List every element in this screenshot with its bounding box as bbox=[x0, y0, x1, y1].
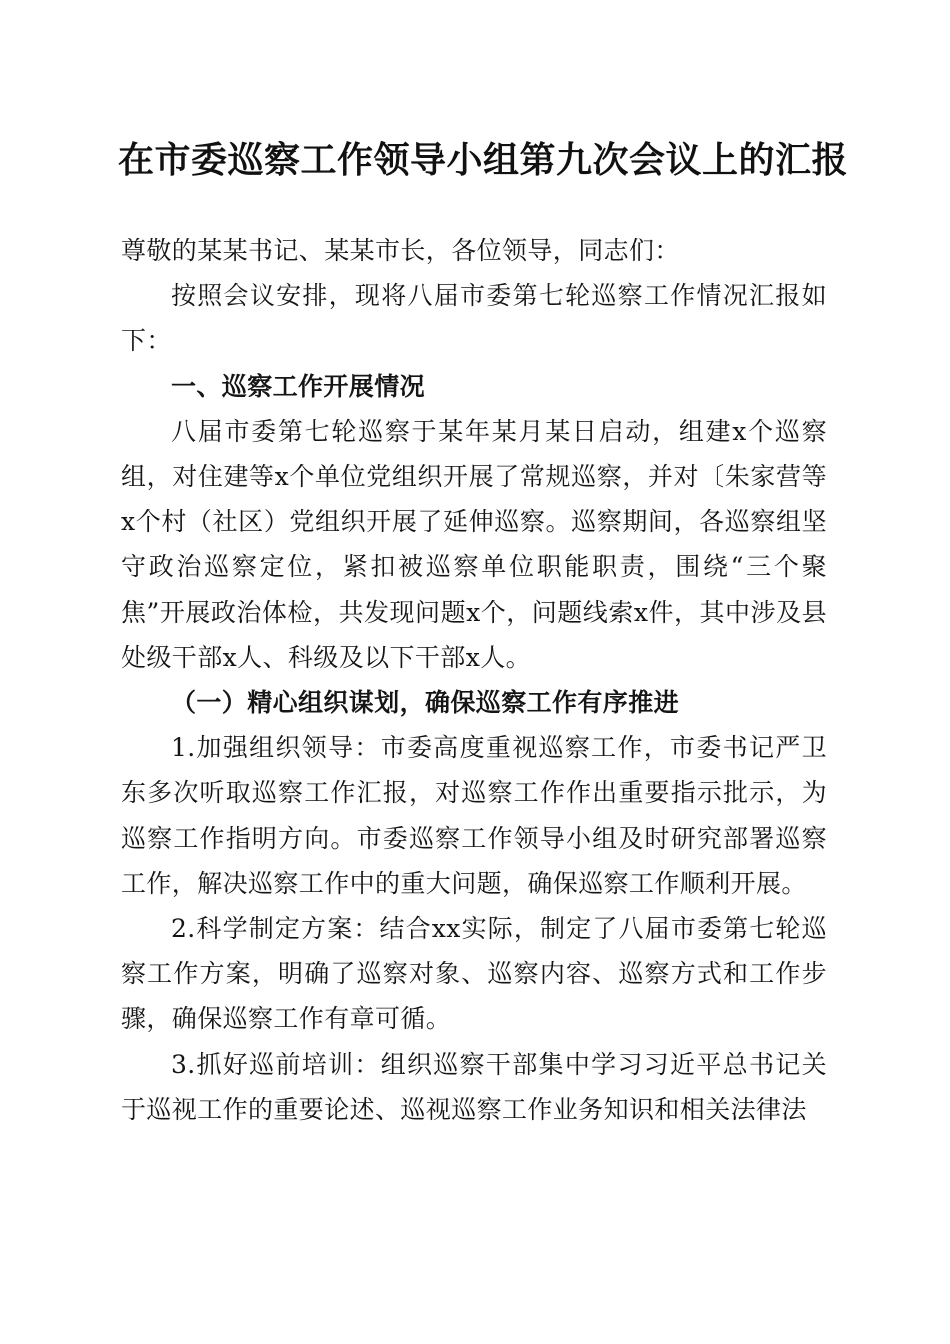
salutation: 尊敬的某某书记、某某市长，各位领导，同志们： bbox=[121, 236, 680, 265]
section-1-paragraph: 八届市委第七轮巡察于某年某月某日启动，组建x个巡察组，对住建等x个单位党组织开展了常规巡察，并对〔朱家营等x个村（社区）党组织开展了延伸巡察。巡察期间，各巡察组坚守政治巡察定位，紧扣被巡察单位职能职责，围绕“三个聚焦”开展政治体检，共发现问题x个，问题线索x件，其中涉及县处级干部x人、科级及以下干部x人。 bbox=[121, 416, 827, 672]
document-title: 在市委巡察工作领导小组第九次会议上的汇报 bbox=[118, 139, 849, 181]
subsection-heading-1: （一）精心组织谋划，确保巡察工作有序推进 bbox=[171, 688, 680, 718]
document-body bbox=[121, 228, 827, 1132]
section-heading-1: 一、巡察工作开展情况 bbox=[171, 371, 426, 401]
item-1-paragraph: 1.加强组织领导：市委高度重视巡察工作，市委书记严卫东多次听取巡察工作汇报，对巡察工作作出重要指示批示，为巡察工作指明方向。市委巡察工作领导小组及时研究部署巡察工作，解决巡察工作中的重大问题，确保巡察工作顺利开展。 bbox=[121, 733, 827, 898]
item-2-paragraph: 2.科学制定方案：结合xx实际，制定了八届市委第七轮巡察工作方案，明确了巡察对象、巡察内容、巡察方式和工作步骤，确保巡察工作有章可循。 bbox=[121, 914, 827, 1034]
item-3-paragraph: 3.抓好巡前培训：组织巡察干部集中学习习近平总书记关于巡视工作的重要论述、巡视巡察工作业务知识和相关法律法 bbox=[121, 1049, 827, 1124]
intro-paragraph: 按照会议安排，现将八届市委第七轮巡察工作情况汇报如下： bbox=[121, 281, 827, 356]
